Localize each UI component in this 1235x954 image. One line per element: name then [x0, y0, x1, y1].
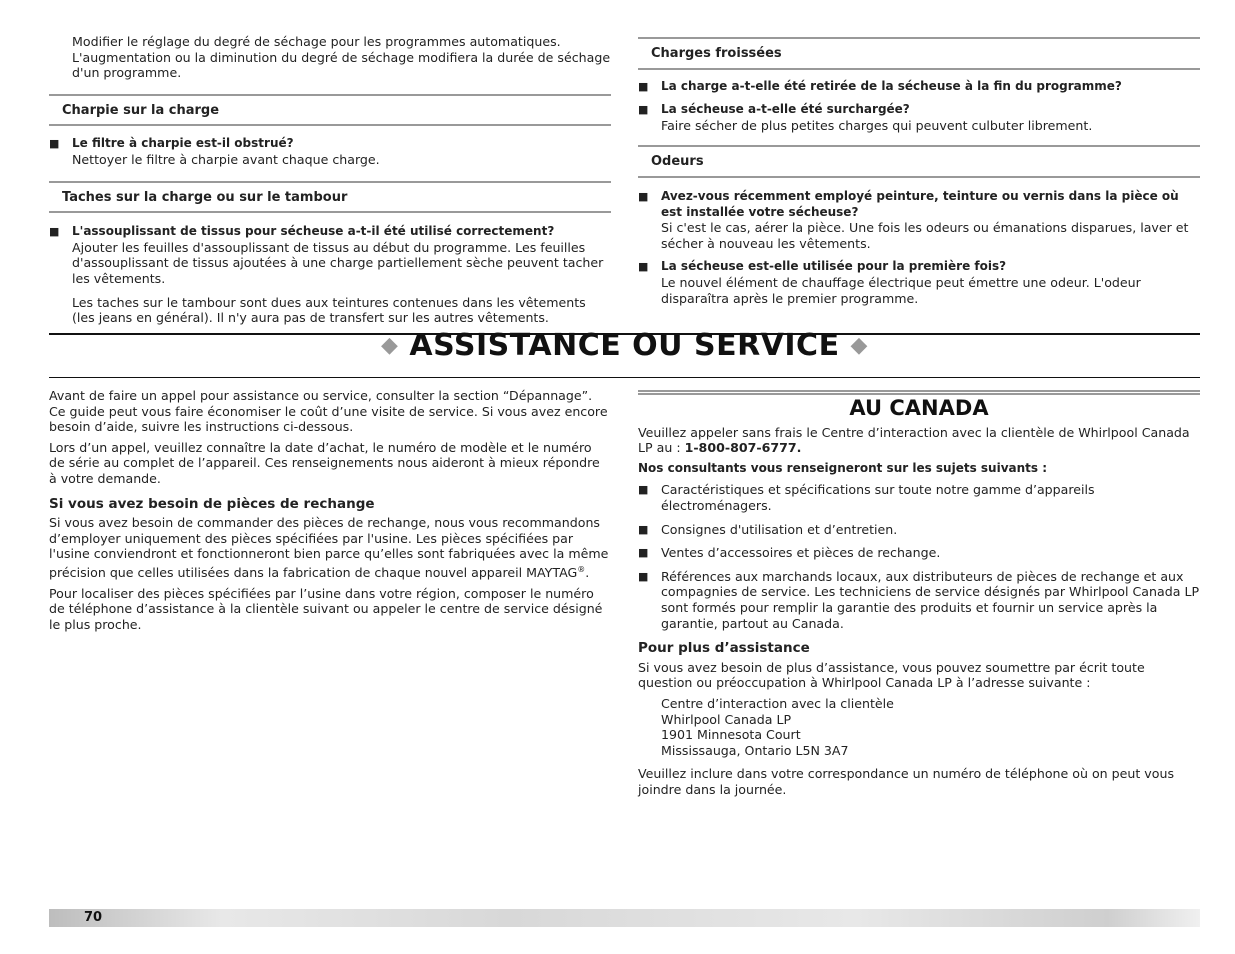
odors-answer-1: Si c'est le cas, aérer la pièce. Une fois les odeurs ou émanations disparues, laver et sécher à nouveau les vêtements.: [661, 220, 1189, 251]
lint-answer: Nettoyer le filtre à charpie avant chaque charge.: [72, 151, 380, 167]
registered-mark: ®: [577, 564, 586, 574]
footer-bar: [49, 909, 1200, 927]
square-bullet-icon: ■: [638, 483, 649, 497]
top-right-column: [638, 37, 1200, 314]
parts-paragraph: [49, 515, 611, 581]
odors-question-2: La sécheuse est-elle utilisée pour la première fois?: [661, 259, 1007, 274]
topic-item-text: Consignes d'utilisation et d’entretien.: [661, 521, 898, 537]
parts-paragraph-end: .: [585, 565, 590, 581]
stains-note: Les taches sur le tambour sont dues aux teintures contenues dans les vêtements (les jeans en général). Il n'y aura pas de transfert sur les autres vêtements.: [72, 294, 586, 326]
topic-item-text: Ventes d’accessoires et pièces de rechange.: [661, 545, 941, 561]
odors-answer-2: Le nouvel élément de chauffage électrique peut émettre une odeur. L'odeur disparaîtra après le premier programme.: [661, 274, 1141, 306]
call-info-paragraph: Lors d’un appel, veuillez connaître la date d’achat, le numéro de modèle et le numéro de série au complet de l’appareil. Ces renseignements nous aideront à mieux répondre à votre demande.: [49, 439, 600, 486]
closing-paragraph: Veuillez inclure dans votre correspondance un numéro de téléphone où on peut vous joindre dans la journée.: [638, 766, 1175, 797]
canada-top-rule: [638, 390, 1200, 395]
stains-answer: Ajouter les feuilles d'assouplissant de tissus au début du programme. Les feuilles d'assouplissant de tissus ajoutées à une charge partiellement sèche peuvent tacher les vêtements.: [72, 239, 604, 286]
wrinkled-answer-2: Faire sécher de plus petites charges qui peuvent culbuter librement.: [661, 117, 1093, 133]
wrinkled-question-2: La sécheuse a-t-elle été surchargée?: [661, 102, 910, 117]
square-bullet-icon: ■: [638, 522, 649, 536]
address-line: Mississauga, Ontario L5N 3A7: [661, 742, 849, 758]
mailing-address: [638, 696, 1200, 758]
square-bullet-icon: ■: [638, 260, 649, 274]
canada-intro-text: Veuillez appeler sans frais le Centre d’interaction avec la clientèle de Whirlpool Canada LP au :: [638, 424, 1190, 456]
square-bullet-icon: ■: [638, 79, 649, 93]
stains-bullet: [49, 224, 611, 286]
topic-item: [638, 522, 1200, 538]
topic-item-text: Références aux marchands locaux, aux distributeurs de pièces de rechange et aux compagnies de service. Les techniciens de service désignés par Whirlpool Canada LP sont formés pour remplir la garantie des produits et fournir un service après la garantie, partout au Canada.: [661, 568, 1200, 631]
more-assistance-heading: Pour plus d’assistance: [638, 640, 810, 657]
stains-question: L'assouplissant de tissus pour sécheuse a-t-il été utilisé correctement?: [72, 224, 555, 239]
stains-section-heading: Taches sur la charge ou sur le tambour: [49, 181, 611, 214]
square-bullet-icon: ■: [638, 546, 649, 560]
address-line: Whirlpool Canada LP: [661, 711, 792, 727]
wrinkled-bullet-2: [638, 102, 1200, 133]
odors-section-heading: Odeurs: [638, 145, 1200, 178]
canada-intro: [638, 425, 1200, 456]
more-assistance-text: Si vous avez besoin de plus d’assistance, vous pouvez soumettre par écrit toute question ou préoccupation à Whirlpool Canada LP à l’adresse suivante :: [638, 659, 1145, 691]
square-bullet-icon: ■: [638, 569, 649, 583]
diamond-icon: ◆: [381, 333, 399, 358]
address-line: 1901 Minnesota Court: [661, 727, 801, 743]
topic-item: [638, 482, 1200, 513]
locate-parts-paragraph: Pour localiser des pièces spécifiées par l’usine dans votre région, composer le numéro de téléphone d’assistance à la clientèle suivant ou appeler le centre de service désigné le plus proche.: [49, 585, 603, 632]
odors-question-1: Avez-vous récemment employé peinture, teinture ou vernis dans la pièce où est installée votre sécheuse?: [661, 188, 1179, 219]
square-bullet-icon: ■: [638, 189, 649, 203]
canada-column: [638, 390, 1200, 797]
diamond-icon: ◆: [850, 333, 868, 358]
page-number: 70: [84, 910, 103, 925]
wrinkled-question-1: La charge a-t-elle été retirée de la sécheuse à la fin du programme?: [661, 78, 1122, 93]
topic-item-text: Caractéristiques et spécifications sur toute notre gamme d’appareils électroménagers.: [661, 482, 1095, 513]
wrinkled-bullet-1: [638, 79, 1200, 95]
odors-bullet-2: [638, 259, 1200, 306]
topics-list: [638, 482, 1200, 631]
lint-bullet: [49, 136, 611, 167]
odors-bullet-1: [638, 189, 1200, 251]
parts-heading: Si vous avez besoin de pièces de rechange: [49, 495, 375, 512]
assistance-intro-paragraph: Avant de faire un appel pour assistance ou service, consulter la section “Dépannage”. Ce guide peut vous faire économiser le coût d’une visite de service. Si vous avez encore besoin d’aide, suivre les instructions ci-dessous.: [49, 388, 608, 435]
wrinkled-section-heading: Charges froissées: [638, 37, 1200, 70]
address-line: Centre d’interaction avec la clientèle: [661, 695, 894, 711]
topic-item: [638, 545, 1200, 561]
topics-heading: Nos consultants vous renseigneront sur les sujets suivants :: [638, 460, 1048, 475]
title-bottom-rule: [49, 377, 1200, 378]
top-left-column: [49, 34, 611, 326]
lint-section-heading: Charpie sur la charge: [49, 94, 611, 127]
square-bullet-icon: ■: [638, 103, 649, 117]
canada-heading: AU CANADA: [849, 396, 989, 420]
drying-intro-text: Modifier le réglage du degré de séchage pour les programmes automatiques. L'augmentation ou la diminution du degré de séchage modifiera la durée de séchage d'un programme.: [72, 34, 611, 81]
topic-item: [638, 569, 1200, 631]
main-title: [49, 328, 1200, 363]
lint-question: Le filtre à charpie est-il obstrué?: [72, 136, 294, 151]
assistance-left-column: [49, 388, 611, 633]
square-bullet-icon: ■: [49, 225, 60, 239]
square-bullet-icon: ■: [49, 137, 60, 151]
canada-phone-number: 1-800-807-6777.: [684, 440, 802, 456]
main-title-text: ASSISTANCE OU SERVICE: [409, 328, 840, 363]
parts-paragraph-text: Si vous avez besoin de commander des pièces de rechange, nous vous recommandons d’employer uniquement des pièces spécifiées par l'usine. Les pièces spécifiées par l'usine conviendront et fonctionneront bien parce qu’elles sont fabriquées avec la même précision que celles utilisées dans la fabrication de chaque nouvel appareil MAYTAG: [49, 515, 609, 581]
